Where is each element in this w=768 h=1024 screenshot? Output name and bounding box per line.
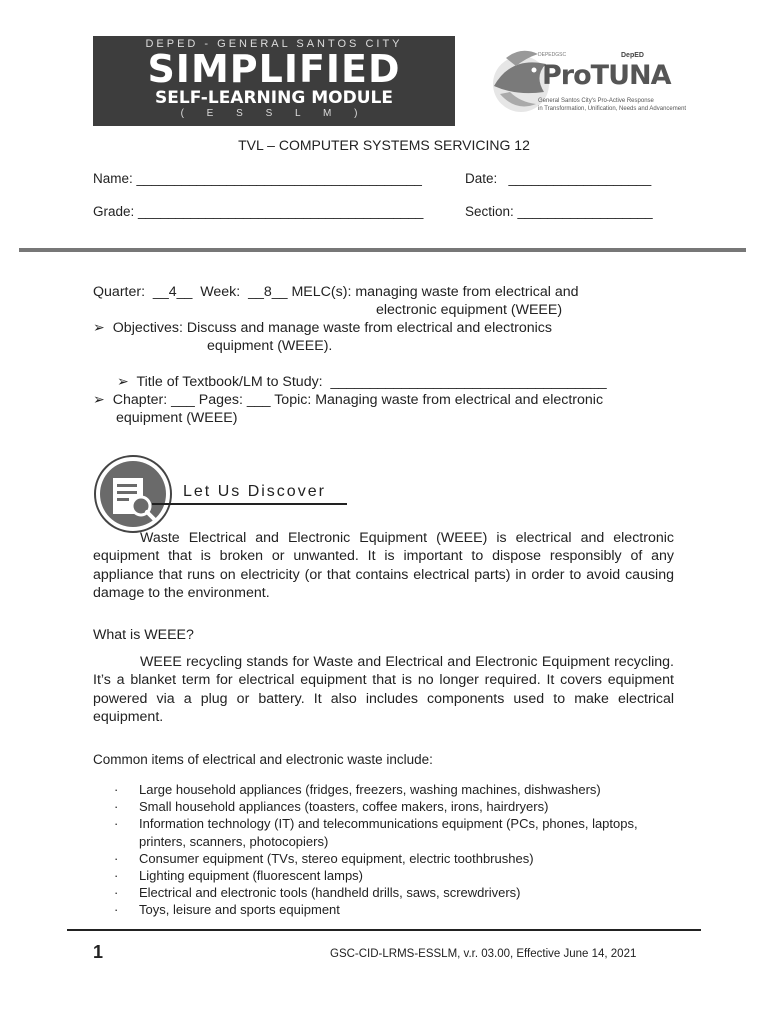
textbook-title: ➢ Title of Textbook/LM to Study: ___________________________________ [117,374,607,390]
weee-definition [93,529,674,602]
bullet-icon: · [114,782,119,797]
name-blank: ______________________________________ [136,171,422,186]
banner-abbrev: ( E S S L M ) [180,108,368,119]
book-search-icon [93,454,173,534]
waste-items-list [114,781,674,919]
grade-label: Grade: [93,204,135,219]
date-label: Date: [465,171,498,186]
footer-divider [67,929,701,931]
list-item: · Large household appliances (fridges, freezers, washing machines, dishwashers) [114,782,601,797]
chapter-continuation: equipment (WEEE) [116,410,238,426]
document-title: TVL – COMPUTER SYSTEMS SERVICING 12 [238,137,530,153]
section-blank: __________________ [517,204,653,219]
banner-title: SIMPLIFIED [147,47,401,91]
logo-tagline-2: in Transformation, Unification, Needs and Advancement [538,106,687,112]
banner-subtitle: SELF-LEARNING MODULE [155,88,393,108]
section-label: Section: [465,204,514,219]
quarter-week-melc: Quarter: __4__ Week: __8__ MELC(s): managing waste from electrical and [93,284,579,300]
section-heading: Let Us Discover [183,483,326,500]
header-divider [19,248,746,252]
objectives-continuation: equipment (WEEE). [207,338,333,354]
weee-recycling-text: WEEE recycling stands for Waste and Electrical and Electronic Equipment recycling. It’s a blanket term for electrical equipment that is no longer required. It covers equipment powered via a plug or battery. It also includes components used to make electrical equipment. [93,654,674,725]
date-field [465,171,651,186]
logo-deped: DepED [621,52,644,59]
module-banner [93,36,455,126]
document-reference: GSC-CID-LRMS-ESSLM, v.r. 03.00, Effective June 14, 2021 [330,948,637,960]
section-field [465,204,653,219]
melc-continuation: electronic equipment (WEEE) [376,302,563,318]
weee-recycling [93,653,674,726]
name-field [93,171,422,186]
list-item: · Toys, leisure and sports equipment [114,902,340,918]
bullet-icon: · [114,902,119,918]
grade-field [93,204,423,219]
bullet-icon: · [114,816,119,832]
logo-tagline: General Santos City's Pro-Active Response [538,98,654,104]
bullet-icon: · [114,885,119,901]
date-blank: ___________________ [508,171,652,186]
list-item: · Information technology (IT) and telecommunications equipment (PCs, phones, laptops, printers, scanners, photocopiers) [114,816,638,849]
list-item: · Consumer equipment (TVs, stereo equipment, electric toothbrushes) [114,850,534,866]
heading-underline [152,503,347,505]
chapter-topic: ➢ Chapter: ___ Pages: ___ Topic: Managing waste from electrical and electronic [93,392,604,408]
protuna-logo [486,40,687,124]
what-is-weee: What is WEEE? [93,627,194,643]
bullet-icon: · [114,868,119,884]
bullet-icon: · [114,799,119,815]
list-item: · Small household appliances (toasters, coffee makers, irons, hairdryers) [114,799,549,815]
bullet-icon: · [114,850,119,866]
name-label: Name: [93,171,133,186]
list-intro: Common items of electrical and electronic waste include: [93,752,433,767]
list-item: · Electrical and electronic tools (handheld drills, saws, screwdrivers) [114,885,521,901]
logo-brand: ProTUNA [542,60,671,91]
banner-division: DEPED - GENERAL SANTOS CITY [145,38,403,50]
objectives: ➢ Objectives: Discuss and manage waste from electrical and electronics [93,320,552,336]
weee-definition-text: Waste Electrical and Electronic Equipment (WEEE) is electrical and electronic equipment that is broken or unwanted. It is important to dispose responsibly of any appliance that runs on electricity (or that contains electrical parts) in order to avoid causing damage to the environment. [93,530,674,601]
list-item: · Lighting equipment (fluorescent lamps) [114,868,364,884]
page-number: 1 [93,942,104,962]
logo-prefix: DEPEDGSC [538,52,567,58]
grade-blank: ______________________________________ [138,204,424,219]
